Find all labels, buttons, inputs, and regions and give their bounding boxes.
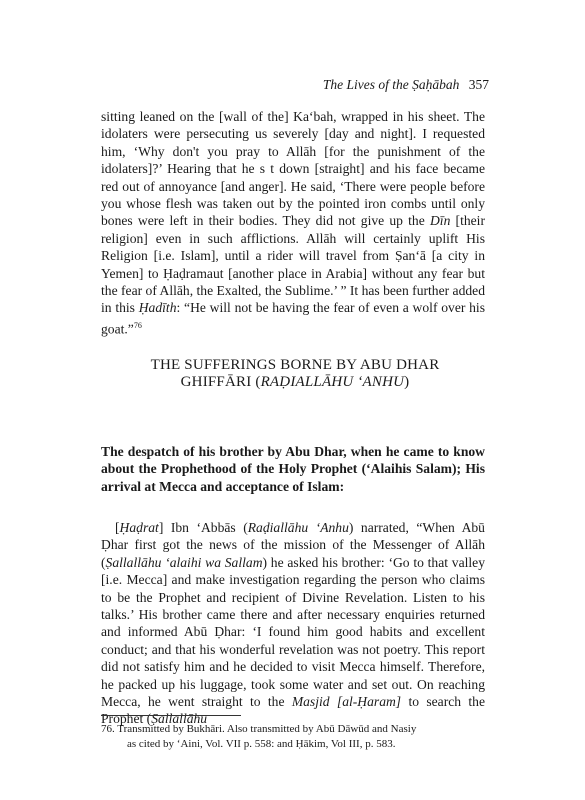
heading-line-2-close: ) xyxy=(404,374,410,390)
section-heading xyxy=(95,357,495,391)
para2-salla-2: Ṣallallāhu xyxy=(151,711,208,727)
para2-text-c: ) narrated, “When Abū Ḍhar first got the news of the mission of the Messenger of Allāh ( xyxy=(101,520,485,570)
footnote-rule xyxy=(101,715,241,716)
para2-text-b: ] Ibn ‘Abbās ( xyxy=(158,520,248,535)
heading-line-2-plain: GHIFFĀRI ( xyxy=(180,374,261,390)
para2-hadrat: Ḥaḍrat xyxy=(119,520,159,535)
para2-text-d: ) he asked his brother: ‘Go to that valley [i.e. Mecca] and make investigation regarding the person who claims to be the Prophet and recipient of Divine Revelation. Listen to his talks.’ His brother came there and after necessary enquiries returned and informed Abū Ḍhar: ‘I found him good habits and excellent conduct; and that his wonderful revelation was not poetry. This report did not satisfy him and he decided to visit Mecca himself. Therefore, he packed up his luggage, took some water and set out. On reaching Mecca, he went straight to the xyxy=(101,554,485,710)
para1-hadith: Ḥadīth xyxy=(138,300,177,316)
footnote-ref: 76 xyxy=(133,320,142,330)
para1-din: Dīn xyxy=(429,213,451,229)
page-number: 357 xyxy=(468,77,489,92)
heading-line-2 xyxy=(95,374,495,391)
subheading: The despatch of his brother by Abu Dhar, when he came to know about the Prophethood of the Holy Prophet (‘Alaihis Salam); His arrival at Mecca and acceptance of Islam: xyxy=(101,444,485,494)
running-title: The Lives of the Ṣaḥābah xyxy=(322,77,460,92)
footnote xyxy=(101,722,485,752)
heading-line-2-italic: RAḌIALLĀHU ‘ANHU xyxy=(260,374,405,390)
heading-line-1: THE SUFFERINGS BORNE BY ABU DHAR xyxy=(150,357,440,373)
para2-text-a: [ xyxy=(115,520,120,535)
para2-salla: Ṣallallāhu ‘alaihi wa Sallam xyxy=(105,554,263,570)
paragraph-narration xyxy=(101,519,485,728)
para2-text-e: to search the Prophet ( xyxy=(101,694,485,727)
para1-text-b: [their religion] even in such afflictions. Allāh will certainly uplift His Religion [i.e. Islam], until a rider will travel from Ṣan‘ā [a city in Yemen] to Ḥaḍramaut [another place in Arabia] without any fear but the fear of Allāh, the Exalted, the Sublime.’ ” It has been further added in this xyxy=(101,213,486,316)
para1-text-a: sitting leaned on the [wall of the] Ka‘bah, wrapped in his sheet. The idolaters were persecuting us severely [day and night]. I requested him, ‘Why don't you pray to Allāh [for the punishment of the idolaters]?’ Hearing that he s t down [straight] and his face became red out of annoyance [and anger]. He said, ‘There were people before you whose flesh was taken out by the pointed iron combs until only bones were left in their bodies. They did not give up the xyxy=(101,109,485,229)
running-header xyxy=(323,77,489,93)
para1-text-c: : “He will not be having the fear of even a wolf over his goat.” xyxy=(101,300,485,337)
para2-radi: Raḍiallāhu ‘Anhu xyxy=(247,520,349,535)
footnote-line-2: as cited by ‘Aini, Vol. VII p. 558: and Ḥākim, Vol III, p. 583. xyxy=(127,738,396,750)
paragraph-continuation xyxy=(101,108,485,338)
para2-masjid: Masjid [al-Ḥaram] xyxy=(291,694,402,710)
footnote-line-1: 76. Transmitted by Bukhāri. Also transmitted by Abū Dāwūd and Nasiy xyxy=(101,723,417,735)
